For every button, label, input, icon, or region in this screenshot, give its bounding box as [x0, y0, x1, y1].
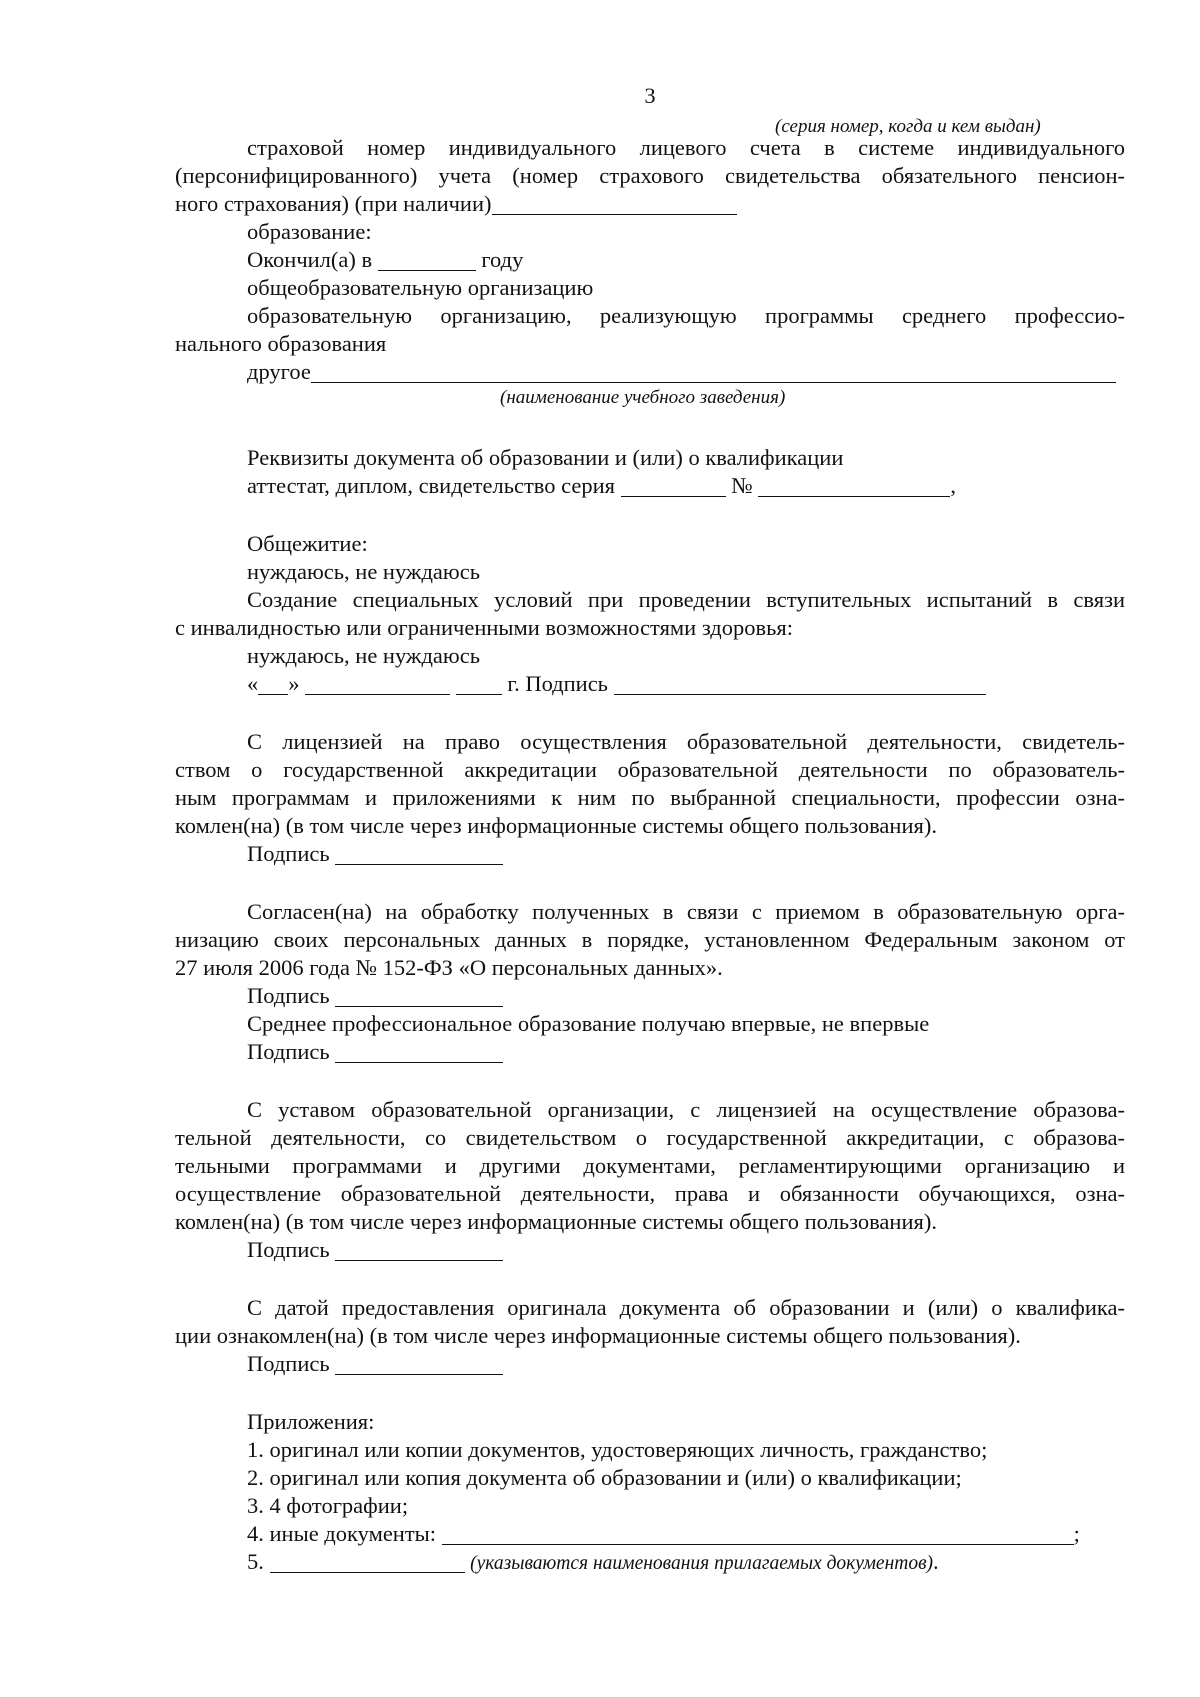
doc-series-line: [247, 472, 1125, 500]
date-signature-line: [247, 670, 1125, 698]
education-label: образование:: [247, 219, 372, 244]
signature-blank-3[interactable]: [335, 986, 503, 1007]
charter-line-4: осуществление образовательной деятельности, права и обязанности обучающихся, озна-: [175, 1181, 1125, 1206]
original-date-signature-line: [247, 1350, 1125, 1378]
general-org-option: общеобразовательную организацию: [247, 275, 594, 300]
signature-label: Подпись: [247, 983, 330, 1008]
snils-line-3-text: ного страхования) (при наличии): [175, 191, 492, 216]
other-label: другое: [247, 359, 311, 384]
license-line-1: С лицензией на право осуществления образовательной деятельности, свидетель-: [247, 729, 1125, 754]
signature-blank-5[interactable]: [335, 1240, 503, 1261]
signature-blank-6[interactable]: [335, 1354, 503, 1375]
doc-series-blank[interactable]: [621, 476, 726, 497]
license-line-2: ством о государственной аккредитации образовательной деятельности по образователь-: [175, 757, 1125, 782]
caption-passport: (серия номер, когда и кем выдан): [775, 116, 1041, 137]
signature-label: Подпись: [247, 1351, 330, 1376]
doc-details-title: Реквизиты документа об образовании и (или) о квалификации: [247, 445, 844, 470]
date-day-blank[interactable]: [258, 674, 288, 695]
attachment-5-end: .: [933, 1549, 939, 1574]
snils-line-3: [175, 190, 1125, 218]
doc-comma: ,: [950, 473, 956, 498]
signature-blank-2[interactable]: [335, 844, 503, 865]
special-conditions-line-2: с инвалидностью или ограниченными возможностями здоровья:: [175, 615, 793, 640]
attachment-4-label: 4. иные документы:: [247, 1521, 437, 1546]
signature-blank-4[interactable]: [335, 1042, 503, 1063]
signature-blank-1[interactable]: [614, 674, 986, 695]
charter-line-3: тельными программами и другими документами, регламентирующими организацию и: [175, 1153, 1125, 1178]
license-signature-line: [247, 840, 1125, 868]
graduated-prefix: Окончил(а) в: [247, 247, 373, 272]
signature-label: Подпись: [247, 841, 330, 866]
doc-number-blank[interactable]: [758, 476, 950, 497]
date-close-quote: »: [288, 671, 300, 696]
attachment-4-end: ;: [1073, 1521, 1080, 1546]
spo-org-line-2: нального образования: [175, 331, 387, 356]
charter-line-1: С уставом образовательной организации, с лицензией на осуществление образова-: [247, 1097, 1125, 1122]
date-month-blank[interactable]: [305, 674, 450, 695]
consent-signature-line: [247, 982, 1125, 1010]
caption-institution: (наименование учебного заведения): [500, 387, 786, 408]
consent-line-3: 27 июля 2006 года № 152-ФЗ «О персональных данных».: [175, 955, 723, 980]
attachment-5-caption: (указываются наименования прилагаемых документов): [470, 1553, 934, 1574]
special-conditions-line-1: Создание специальных условий при проведении вступительных испытаний в связи: [247, 587, 1125, 612]
signature-label: Подпись: [247, 1237, 330, 1262]
original-date-line-2: ции ознакомлен(на) (в том числе через информационные системы общего пользования).: [175, 1323, 1021, 1348]
snils-blank[interactable]: [492, 194, 737, 215]
charter-line-2: тельной деятельности, со свидетельством о государственной аккредитации, с образова-: [175, 1125, 1125, 1150]
attachments-title: Приложения:: [247, 1409, 375, 1434]
dormitory-label: Общежитие:: [247, 531, 368, 556]
other-line: [247, 358, 1125, 386]
snils-line-1: страховой номер индивидуального лицевого счета в системе индивидуального: [247, 135, 1125, 160]
consent-line-1: Согласен(на) на обработку полученных в связи с приемом в образовательную орга-: [247, 899, 1125, 924]
license-line-3: ным программам и приложениями к ним по выбранной специальности, профессии озна-: [175, 785, 1125, 810]
graduated-suffix: году: [481, 247, 524, 272]
spo-signature-line: [247, 1038, 1125, 1066]
signature-label: Подпись: [247, 1039, 330, 1064]
date-open-quote: «: [247, 671, 259, 696]
charter-line-5: комлен(на) (в том числе через информационные системы общего пользования).: [175, 1209, 937, 1234]
other-institution-blank[interactable]: [311, 362, 1116, 383]
graduated-line: [247, 246, 1125, 274]
attachment-item-2: 2. оригинал или копия документа об образовании и (или) о квалификации;: [247, 1465, 962, 1490]
charter-signature-line: [247, 1236, 1125, 1264]
other-documents-blank[interactable]: [442, 1524, 1074, 1545]
date-year-suffix: г. Подпись: [507, 671, 608, 696]
snils-line-2: (персонифицированного) учета (номер страхового свидетельства обязательного пенсион-: [175, 163, 1125, 188]
attachment-item-3: 3. 4 фотографии;: [247, 1493, 409, 1518]
date-year-blank[interactable]: [456, 674, 502, 695]
spo-first-time: Среднее профессиональное образование получаю впервые, не впервые: [247, 1011, 930, 1036]
doc-number-sign: №: [731, 473, 753, 498]
page-number: 3: [644, 83, 656, 108]
attachment-item-1: 1. оригинал или копии документов, удостоверяющих личность, гражданство;: [247, 1437, 988, 1462]
dormitory-options: нуждаюсь, не нуждаюсь: [247, 559, 480, 584]
attachment-item-5: [247, 1548, 1125, 1578]
attachment-5-label: 5.: [247, 1549, 264, 1574]
spo-org-line-1: образовательную организацию, реализующую программы среднего профессио-: [247, 303, 1125, 328]
doc-series-prefix: аттестат, диплом, свидетельство серия: [247, 473, 616, 498]
consent-line-2: низацию своих персональных данных в порядке, установленном Федеральным законом от: [175, 927, 1125, 952]
special-conditions-options: нуждаюсь, не нуждаюсь: [247, 643, 480, 668]
attachment-item-4: [247, 1520, 1125, 1548]
license-line-4: комлен(на) (в том числе через информационные системы общего пользования).: [175, 813, 937, 838]
graduated-year-blank[interactable]: [378, 250, 476, 271]
attachment-5-blank[interactable]: [270, 1552, 465, 1573]
original-date-line-1: С датой предоставления оригинала документа об образовании и (или) о квалифика-: [247, 1295, 1125, 1320]
